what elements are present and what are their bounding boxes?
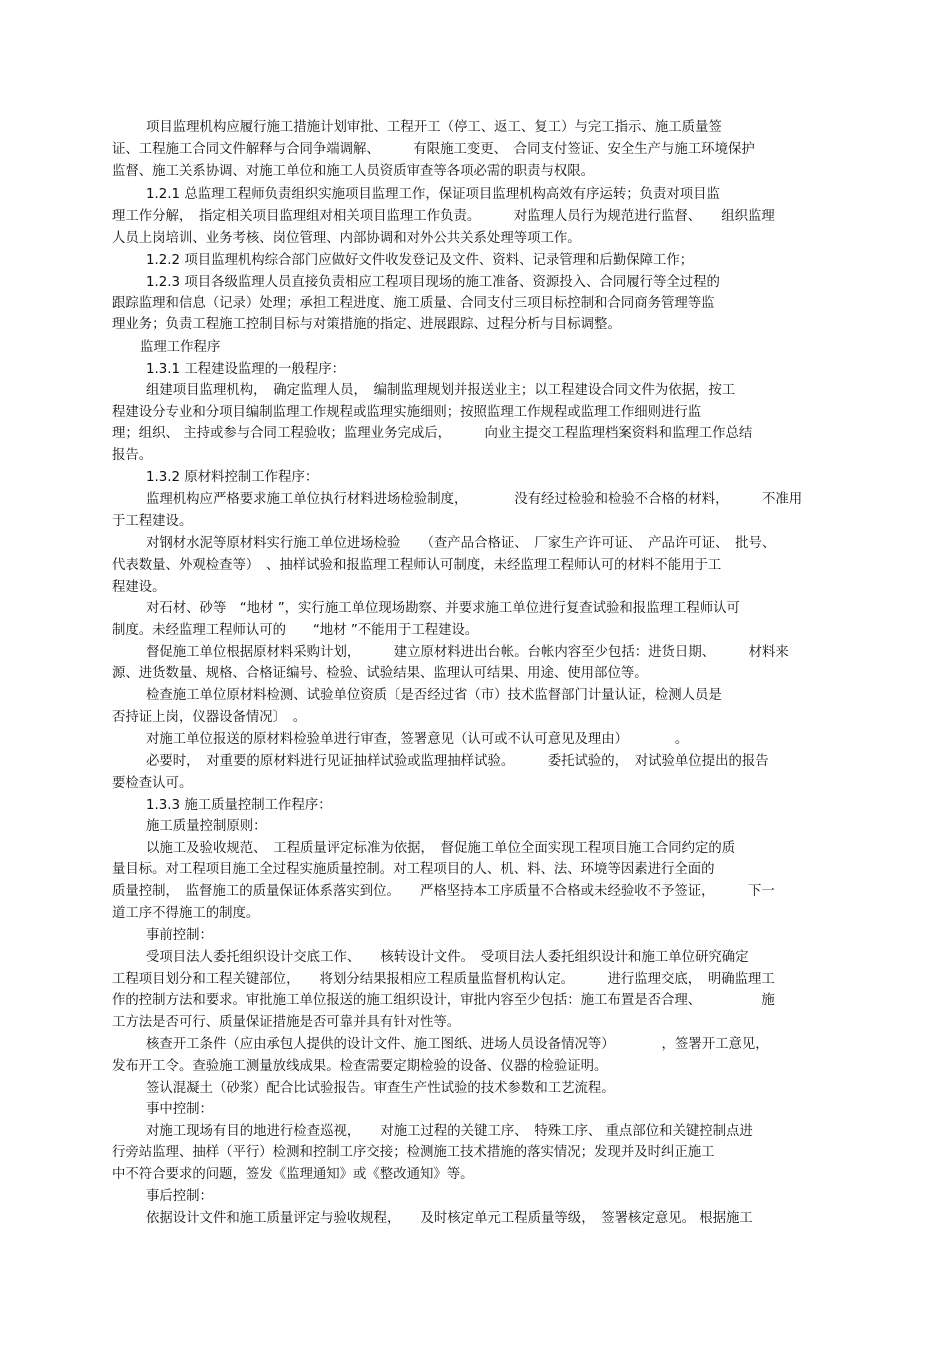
text-line: 核查开工条件（应由承包人提供的设计文件、施工图纸、进场人员设备情况等） ，签署开工意见， (146, 1037, 769, 1052)
text-line: 必要时， 对重要的原材料进行见证抽样试验或监理抽样试验。 委托试验的， 对试验单位提出的报告 (146, 754, 769, 769)
text-line: 道工序不得施工的制度。 (112, 906, 260, 921)
text-line: 理；组织、 主持或参与合同工程验收；监理业务完成后， 向业主提交工程监理档案资料和监理工作总结 (112, 426, 753, 441)
text-line: 对施工单位报送的原材料检验单进行审查，签署意见（认可或不认可意见及理由） 。 (146, 732, 689, 747)
text-line: 工方法是否可行、质量保证措施是否可靠并具有针对性等。 (112, 1015, 461, 1030)
text-line: 签认混凝土（砂浆）配合比试验报告。审查生产性试验的技术参数和工艺流程。 (146, 1081, 615, 1096)
text-line: 作的控制方法和要求。审批施工单位报送的施工组织设计，审批内容至少包括：施工布置是否合理、 施 (112, 993, 775, 1008)
text-line: 理业务；负责工程施工控制目标与对策措施的指定、进展跟踪、过程分析与目标调整。 (112, 317, 621, 332)
text-line: 受项目法人委托组织设计交底工作、 核转设计文件。 受项目法人委托组织设计和施工单位研究确定 (146, 950, 749, 965)
text-line: 证、工程施工合同文件解释与合同争端调解、 有限施工变更、 合同支付签证、安全生产与施工环境保护 (112, 142, 755, 157)
subheading: 事后控制： (146, 1189, 213, 1204)
text-line: 程建设分专业和分项目编制监理工作规程或监理实施细则；按照监理工作规程或监理工作细则进行监 (112, 405, 702, 420)
text-line: 源、进货数量、规格、合格证编号、检验、试验结果、监理认可结果、用途、使用部位等。 (112, 666, 648, 681)
text-line: 1.2.2 项目监理机构综合部门应做好文件收发登记及文件、资料、记录管理和后勤保障工作； (146, 253, 694, 268)
text-line: 要检查认可。 (112, 776, 193, 791)
text-line: 检查施工单位原材料检测、试验单位资质〔是否经过省（市）技术监督部门计量认证，检测人员是 (146, 688, 722, 703)
text-line: 工程项目划分和工程关键部位， 将划分结果报相应工程质量监督机构认定。 进行监理交底， 明确监理工 (112, 972, 775, 987)
text-line: 跟踪监理和信息（记录）处理；承担工程进度、施工质量、合同支付三项目标控制和合同商务管理等监 (112, 296, 715, 311)
text-line: 发布开工令。查验施工测量放线成果。检查需要定期检验的设备、仪器的检验证明。 (112, 1059, 608, 1074)
text-line: 项目监理机构应履行施工措施计划审批、工程开工（停工、返工、复工）与完工指示、施工质量签 (146, 120, 722, 135)
text-line: 对钢材水泥等原材料实行施工单位进场检验 （查产品合格证、 厂家生产许可证、 产品许可证、 批号、 (146, 536, 776, 551)
text-line: 质量控制， 监督施工的质量保证体系落实到位。 严格坚持本工序质量不合格或未经验收不予签证， 下一 (112, 884, 775, 899)
text-line: 中不符合要求的问题，签发《监理通知》或《整改通知》等。 (112, 1167, 474, 1182)
section-heading: 1.3.3 施工质量控制工作程序： (146, 798, 332, 813)
text-line: 报告。 (112, 448, 153, 463)
subheading: 事前控制： (146, 928, 213, 943)
text-line: 依据设计文件和施工质量评定与验收规程， 及时核定单元工程质量等级， 签署核定意见。 根据施工 (146, 1211, 753, 1226)
text-line: 1.2.3 项目各级监理人员直接负责相应工程项目现场的施工准备、资源投入、合同履行等全过程的 (146, 275, 720, 290)
text-line: 对石材、砂等 “地材 ”，实行施工单位现场勘察、并要求施工单位进行复查试验和报监理工程师认可 (146, 601, 740, 616)
text-line: 行旁站监理、抽样（平行）检测和控制工序交接；检测施工技术措施的落实情况；发现并及时纠正施工 (112, 1145, 715, 1160)
section-heading: 1.3.1 工程建设监理的一般程序： (146, 362, 346, 377)
text-line: 于工程建设。 (112, 514, 193, 529)
text-line: 人员上岗培训、业务考核、岗位管理、内部协调和对外公共关系处理等项工作。 (112, 231, 581, 246)
text-line: 量目标。对工程项目施工全过程实施质量控制。对工程项目的人、机、料、法、环境等因素进行全面的 (112, 862, 715, 877)
section-heading: 1.3.2 原材料控制工作程序： (146, 470, 319, 485)
text-line: 组建项目监理机构， 确定监理人员， 编制监理规划并报送业主；以工程建设合同文件为依据，按工 (146, 383, 736, 398)
subheading: 事中控制： (146, 1102, 213, 1117)
text-line: 否持证上岗，仪器设备情况〕 。 (112, 710, 307, 725)
text-line: 理工作分解， 指定相关项目监理组对相关项目监理工作负责。 对监理人员行为规范进行监督、 组织监理 (112, 209, 775, 224)
text-line: 督促施工单位根据原材料采购计划， 建立原材料进出台帐。台帐内容至少包括：进货日期、 材料来 (146, 645, 789, 660)
text-line: 监理机构应严格要求施工单位执行材料进场检验制度， 没有经过检验和检验不合格的材料， 不准用 (146, 492, 803, 507)
text-line: 制度。未经监理工程师认可的 “地材 ”不能用于工程建设。 (112, 623, 479, 638)
text-line: 监督、施工关系协调、对施工单位和施工人员资质审查等各项必需的职责与权限。 (112, 164, 595, 179)
section-heading: 监理工作程序 (140, 340, 221, 355)
text-line: 以施工及验收规范、 工程质量评定标准为依据， 督促施工单位全面实现工程项目施工合同约定的质 (146, 841, 736, 856)
text-line: 代表数量、外观检查等） 、抽样试验和报监理工程师认可制度，未经监理工程师认可的材料不能用于工 (112, 558, 722, 573)
subheading: 施工质量控制原则： (146, 819, 267, 834)
text-line: 1.2.1 总监理工程师负责组织实施项目监理工作，保证项目监理机构高效有序运转；负责对项目监 (146, 187, 720, 202)
text-line: 程建设。 (112, 580, 166, 595)
text-line: 对施工现场有目的地进行检查巡视， 对施工过程的关键工序、 特殊工序、 重点部位和关键控制点进 (146, 1124, 753, 1139)
